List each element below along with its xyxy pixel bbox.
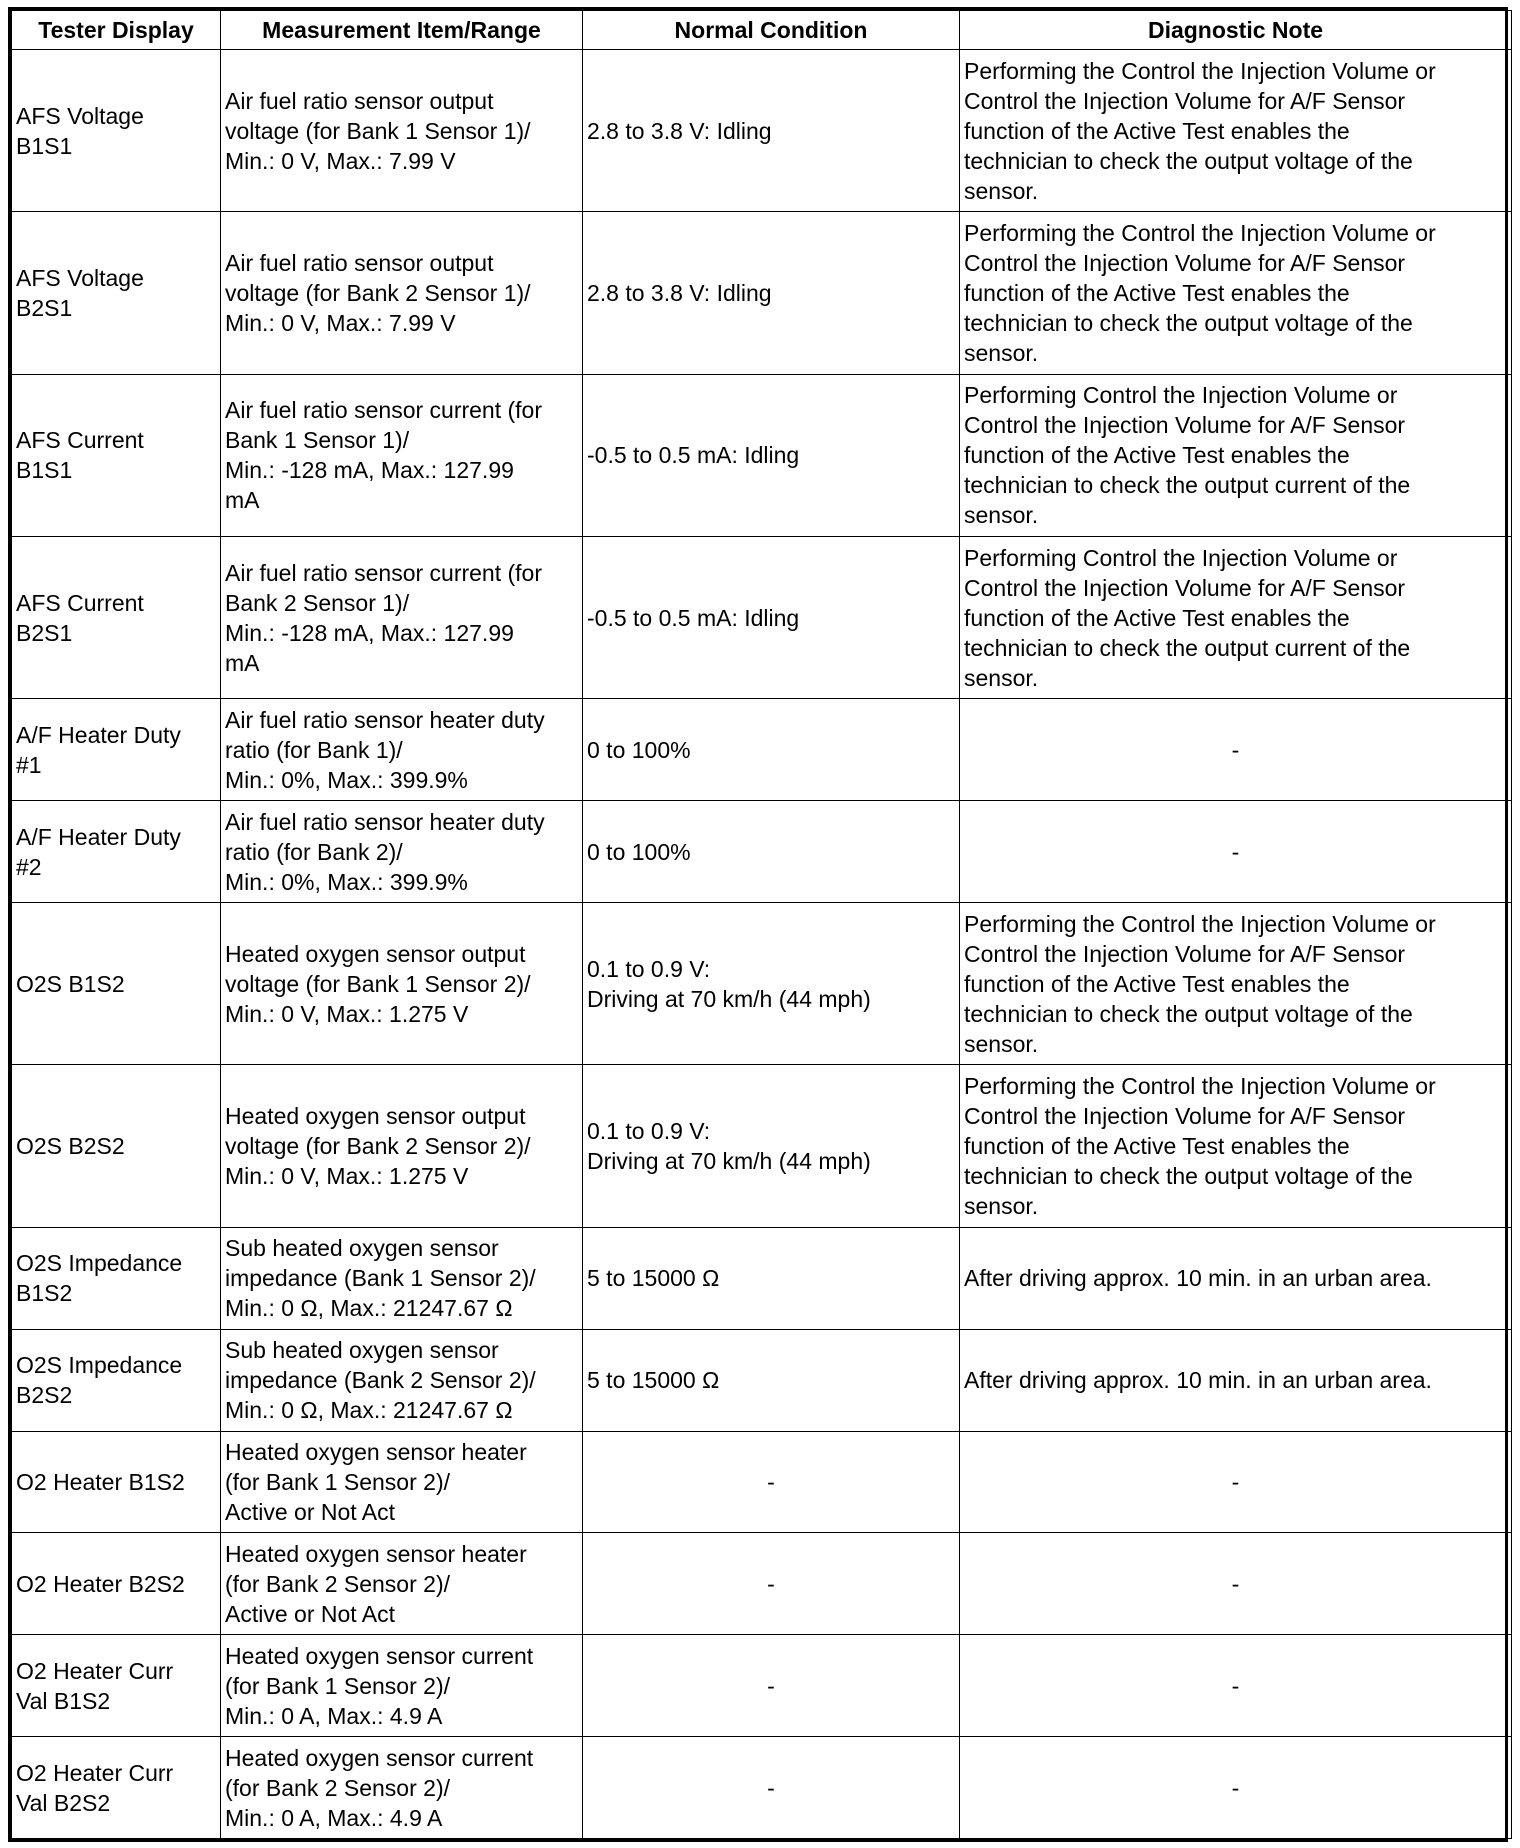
cell-text-line: impedance (Bank 2 Sensor 2)/	[225, 1367, 536, 1394]
cell-text-line: 0 to 100%	[587, 736, 691, 763]
cell-tester-display	[12, 1431, 221, 1533]
cell-text-line: #1	[16, 751, 42, 778]
cell-diagnostic-note	[960, 537, 1512, 699]
cell-diagnostic-note	[960, 1533, 1512, 1635]
table-row	[12, 801, 1512, 903]
cell-text-line: -	[767, 1468, 775, 1495]
cell-text-line: Control the Injection Volume for A/F Sensor	[964, 87, 1406, 114]
table-row	[12, 903, 1512, 1065]
cell-text-line: Heated oxygen sensor current	[225, 1642, 534, 1669]
cell-text-line: Min.: 0 V, Max.: 7.99 V	[225, 310, 456, 337]
cell-diagnostic-note	[960, 1635, 1512, 1737]
cell-text-line: Performing the Control the Injection Volume or	[964, 910, 1436, 937]
cell-diagnostic-note	[960, 903, 1512, 1065]
cell-text-line: AFS Voltage	[16, 102, 144, 129]
cell-text-line: Driving at 70 km/h (44 mph)	[587, 1148, 871, 1175]
cell-text-line: function of the Active Test enables the	[964, 280, 1350, 307]
cell-text-line: (for Bank 1 Sensor 2)/	[225, 1468, 450, 1495]
header-tester-display: Tester Display	[12, 11, 221, 50]
cell-text-line: B1S1	[16, 457, 73, 484]
data-table-frame	[8, 7, 1508, 1842]
cell-text-line: Heated oxygen sensor heater	[225, 1438, 527, 1465]
cell-text-line: 2.8 to 3.8 V: Idling	[587, 280, 772, 307]
cell-normal-condition	[583, 1737, 960, 1839]
header-diagnostic-note: Diagnostic Note	[960, 11, 1512, 50]
cell-text-line: O2 Heater Curr	[16, 1657, 174, 1684]
cell-diagnostic-note	[960, 1065, 1512, 1227]
cell-text-line: #2	[16, 853, 42, 880]
cell-text-line: mA	[225, 487, 260, 514]
cell-text-line: Performing the Control the Injection Volume or	[964, 57, 1436, 84]
cell-text-line: 5 to 15000 Ω	[587, 1265, 720, 1292]
cell-measurement-item	[221, 50, 583, 212]
cell-measurement-item	[221, 1329, 583, 1431]
cell-text-line: -	[1231, 1672, 1240, 1699]
cell-tester-display	[12, 1065, 221, 1227]
cell-text-line: 2.8 to 3.8 V: Idling	[587, 117, 772, 144]
cell-text-line: Control the Injection Volume for A/F Sensor	[964, 1103, 1406, 1130]
cell-text-line: O2S Impedance	[16, 1352, 183, 1379]
cell-text-line: voltage (for Bank 2 Sensor 1)/	[225, 280, 531, 307]
cell-text-line: O2 Heater Curr	[16, 1759, 174, 1786]
cell-text-line: Min.: 0 Ω, Max.: 21247.67 Ω	[225, 1295, 513, 1322]
cell-text-line: O2 Heater B2S2	[16, 1570, 185, 1597]
cell-measurement-item	[221, 1737, 583, 1839]
cell-measurement-item	[221, 903, 583, 1065]
cell-text-line: Min.: 0 V, Max.: 7.99 V	[225, 147, 456, 174]
table-row	[12, 50, 1512, 212]
cell-tester-display	[12, 1635, 221, 1737]
cell-diagnostic-note	[960, 801, 1512, 903]
cell-text-line: 0.1 to 0.9 V:	[587, 1118, 711, 1145]
cell-normal-condition	[583, 1329, 960, 1431]
cell-text-line: mA	[225, 649, 260, 676]
cell-tester-display	[12, 50, 221, 212]
cell-text-line: function of the Active Test enables the	[964, 1133, 1350, 1160]
table-row	[12, 1431, 1512, 1533]
cell-text-line: Val B1S2	[16, 1687, 111, 1714]
cell-tester-display	[12, 903, 221, 1065]
cell-text-line: (for Bank 1 Sensor 2)/	[225, 1672, 450, 1699]
table-row	[12, 374, 1512, 536]
cell-text-line: -0.5 to 0.5 mA: Idling	[587, 604, 800, 631]
cell-text-line: function of the Active Test enables the	[964, 604, 1350, 631]
cell-text-line: Min.: 0 A, Max.: 4.9 A	[225, 1804, 443, 1831]
cell-text-line: Control the Injection Volume for A/F Sensor	[964, 574, 1406, 601]
cell-text-line: sensor.	[964, 502, 1039, 529]
cell-text-line: Val B2S2	[16, 1789, 111, 1816]
table-row	[12, 1737, 1512, 1839]
cell-text-line: sensor.	[964, 1193, 1039, 1220]
table-body	[12, 50, 1512, 1839]
cell-text-line: Air fuel ratio sensor current (for	[225, 397, 543, 424]
cell-measurement-item	[221, 1227, 583, 1329]
cell-text-line: technician to check the output voltage of the	[964, 1163, 1413, 1190]
cell-text-line: O2S B2S2	[16, 1133, 125, 1160]
cell-text-line: Air fuel ratio sensor output	[225, 87, 494, 114]
cell-text-line: Control the Injection Volume for A/F Sensor	[964, 940, 1406, 967]
table-row	[12, 537, 1512, 699]
cell-text-line: O2S B1S2	[16, 970, 125, 997]
cell-text-line: -	[1231, 1774, 1240, 1801]
cell-text-line: sensor.	[964, 177, 1039, 204]
tester-data-table	[11, 10, 1512, 1839]
cell-normal-condition	[583, 537, 960, 699]
cell-text-line: function of the Active Test enables the	[964, 442, 1350, 469]
cell-tester-display	[12, 374, 221, 536]
cell-text-line: Control the Injection Volume for A/F Sensor	[964, 250, 1406, 277]
cell-text-line: technician to check the output current of the	[964, 472, 1411, 499]
cell-text-line: Bank 2 Sensor 1)/	[225, 589, 410, 616]
cell-text-line: Heated oxygen sensor output	[225, 940, 526, 967]
cell-text-line: Air fuel ratio sensor current (for	[225, 559, 543, 586]
cell-text-line: 5 to 15000 Ω	[587, 1367, 720, 1394]
cell-diagnostic-note	[960, 212, 1512, 374]
cell-text-line: voltage (for Bank 2 Sensor 2)/	[225, 1133, 531, 1160]
cell-text-line: -	[1231, 838, 1240, 865]
cell-diagnostic-note	[960, 1227, 1512, 1329]
cell-text-line: Performing the Control the Injection Volume or	[964, 1073, 1436, 1100]
cell-normal-condition	[583, 801, 960, 903]
table-row	[12, 699, 1512, 801]
table-row	[12, 1635, 1512, 1737]
cell-tester-display	[12, 537, 221, 699]
cell-text-line: -	[767, 1672, 775, 1699]
cell-normal-condition	[583, 1431, 960, 1533]
cell-normal-condition	[583, 1065, 960, 1227]
cell-text-line: Sub heated oxygen sensor	[225, 1337, 499, 1364]
cell-normal-condition	[583, 699, 960, 801]
cell-text-line: Driving at 70 km/h (44 mph)	[587, 985, 871, 1012]
cell-text-line: ratio (for Bank 1)/	[225, 736, 403, 763]
table-row	[12, 1065, 1512, 1227]
cell-normal-condition	[583, 1533, 960, 1635]
cell-text-line: -	[1231, 736, 1240, 763]
cell-tester-display	[12, 699, 221, 801]
cell-normal-condition	[583, 1635, 960, 1737]
cell-text-line: voltage (for Bank 1 Sensor 2)/	[225, 970, 531, 997]
cell-text-line: Min.: 0 A, Max.: 4.9 A	[225, 1702, 443, 1729]
cell-measurement-item	[221, 1431, 583, 1533]
cell-text-line: Performing Control the Injection Volume or	[964, 544, 1398, 571]
cell-text-line: O2 Heater B1S2	[16, 1468, 185, 1495]
cell-measurement-item	[221, 699, 583, 801]
cell-normal-condition	[583, 1227, 960, 1329]
cell-text-line: 0 to 100%	[587, 838, 691, 865]
cell-diagnostic-note	[960, 699, 1512, 801]
cell-text-line: O2S Impedance	[16, 1250, 183, 1277]
cell-text-line: Min.: 0 V, Max.: 1.275 V	[225, 1000, 469, 1027]
cell-normal-condition	[583, 903, 960, 1065]
cell-text-line: -0.5 to 0.5 mA: Idling	[587, 442, 800, 469]
cell-text-line: technician to check the output voltage of the	[964, 147, 1413, 174]
cell-text-line: -	[1231, 1570, 1240, 1597]
cell-text-line: Bank 1 Sensor 1)/	[225, 427, 410, 454]
cell-text-line: Active or Not Act	[225, 1600, 396, 1627]
cell-text-line: Heated oxygen sensor output	[225, 1103, 526, 1130]
cell-text-line: After driving approx. 10 min. in an urban area.	[964, 1265, 1432, 1292]
cell-text-line: 0.1 to 0.9 V:	[587, 955, 711, 982]
cell-text-line: Min.: 0 Ω, Max.: 21247.67 Ω	[225, 1397, 513, 1424]
cell-normal-condition	[583, 50, 960, 212]
cell-text-line: impedance (Bank 1 Sensor 2)/	[225, 1265, 536, 1292]
cell-text-line: -	[767, 1570, 775, 1597]
header-normal-condition: Normal Condition	[583, 11, 960, 50]
cell-text-line: function of the Active Test enables the	[964, 117, 1350, 144]
cell-normal-condition	[583, 212, 960, 374]
cell-text-line: -	[767, 1774, 775, 1801]
cell-text-line: Heated oxygen sensor current	[225, 1744, 534, 1771]
cell-text-line: function of the Active Test enables the	[964, 970, 1350, 997]
cell-text-line: B2S1	[16, 619, 73, 646]
cell-text-line: Heated oxygen sensor heater	[225, 1540, 527, 1567]
cell-text-line: Min.: -128 mA, Max.: 127.99	[225, 619, 514, 646]
cell-text-line: Min.: 0%, Max.: 399.9%	[225, 868, 468, 895]
cell-tester-display	[12, 1227, 221, 1329]
cell-diagnostic-note	[960, 50, 1512, 212]
cell-text-line: sensor.	[964, 1030, 1039, 1057]
cell-tester-display	[12, 1737, 221, 1839]
cell-text-line: A/F Heater Duty	[16, 721, 181, 748]
cell-text-line: Active or Not Act	[225, 1498, 396, 1525]
cell-measurement-item	[221, 1635, 583, 1737]
cell-text-line: B1S1	[16, 132, 73, 159]
cell-text-line: Air fuel ratio sensor output	[225, 250, 494, 277]
cell-text-line: Air fuel ratio sensor heater duty	[225, 808, 545, 835]
cell-diagnostic-note	[960, 1431, 1512, 1533]
cell-measurement-item	[221, 537, 583, 699]
cell-measurement-item	[221, 374, 583, 536]
cell-text-line: After driving approx. 10 min. in an urban area.	[964, 1367, 1432, 1394]
cell-text-line: (for Bank 2 Sensor 2)/	[225, 1570, 450, 1597]
cell-measurement-item	[221, 212, 583, 374]
cell-diagnostic-note	[960, 374, 1512, 536]
cell-measurement-item	[221, 1065, 583, 1227]
cell-text-line: AFS Voltage	[16, 265, 144, 292]
table-row	[12, 1533, 1512, 1635]
cell-text-line: -	[1231, 1468, 1240, 1495]
cell-diagnostic-note	[960, 1737, 1512, 1839]
cell-text-line: sensor.	[964, 340, 1039, 367]
cell-text-line: B1S2	[16, 1280, 73, 1307]
cell-normal-condition	[583, 374, 960, 536]
cell-text-line: Performing Control the Injection Volume or	[964, 382, 1398, 409]
cell-text-line: technician to check the output current of the	[964, 634, 1411, 661]
cell-diagnostic-note	[960, 1329, 1512, 1431]
header-row	[12, 11, 1512, 50]
cell-text-line: Control the Injection Volume for A/F Sensor	[964, 412, 1406, 439]
cell-tester-display	[12, 1533, 221, 1635]
table-row	[12, 212, 1512, 374]
cell-tester-display	[12, 1329, 221, 1431]
cell-text-line: technician to check the output voltage of the	[964, 310, 1413, 337]
cell-text-line: A/F Heater Duty	[16, 823, 181, 850]
cell-text-line: Performing the Control the Injection Volume or	[964, 220, 1436, 247]
table-row	[12, 1227, 1512, 1329]
cell-text-line: AFS Current	[16, 427, 144, 454]
cell-text-line: AFS Current	[16, 589, 144, 616]
cell-text-line: sensor.	[964, 664, 1039, 691]
cell-text-line: technician to check the output voltage of the	[964, 1000, 1413, 1027]
cell-text-line: B2S2	[16, 1382, 73, 1409]
cell-text-line: Min.: -128 mA, Max.: 127.99	[225, 457, 514, 484]
cell-text-line: Sub heated oxygen sensor	[225, 1235, 499, 1262]
cell-tester-display	[12, 212, 221, 374]
cell-text-line: B2S1	[16, 295, 73, 322]
cell-measurement-item	[221, 801, 583, 903]
cell-text-line: (for Bank 2 Sensor 2)/	[225, 1774, 450, 1801]
cell-text-line: ratio (for Bank 2)/	[225, 838, 403, 865]
cell-measurement-item	[221, 1533, 583, 1635]
cell-text-line: Min.: 0%, Max.: 399.9%	[225, 766, 468, 793]
cell-text-line: Air fuel ratio sensor heater duty	[225, 706, 545, 733]
header-measurement-item: Measurement Item/Range	[221, 11, 583, 50]
cell-text-line: Min.: 0 V, Max.: 1.275 V	[225, 1163, 469, 1190]
cell-tester-display	[12, 801, 221, 903]
cell-text-line: voltage (for Bank 1 Sensor 1)/	[225, 117, 531, 144]
table-row	[12, 1329, 1512, 1431]
